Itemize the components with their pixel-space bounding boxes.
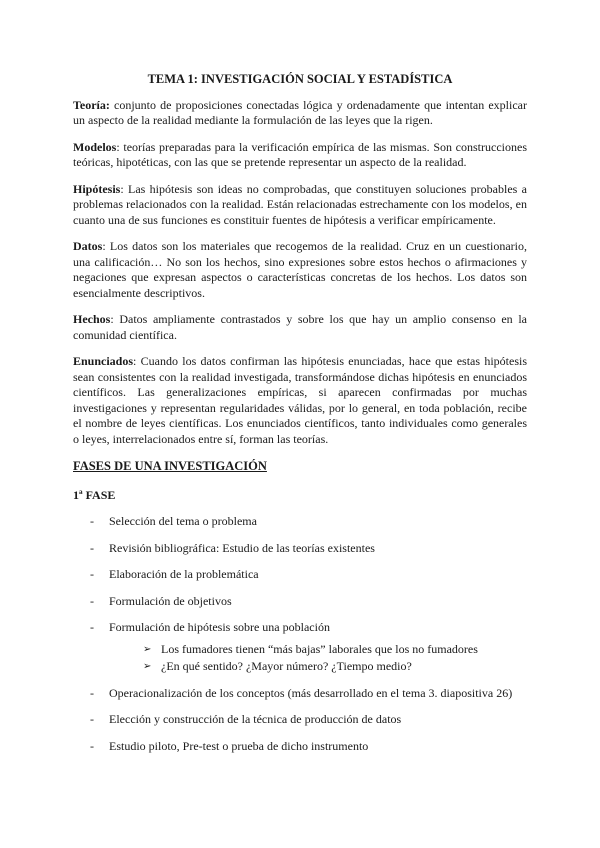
document-title: TEMA 1: INVESTIGACIÓN SOCIAL Y ESTADÍSTICA bbox=[147, 72, 453, 86]
definition-text: : Los datos son los materiales que recogemos de la realidad. Cruz en un cuestionario, una calificación… No son los hechos, sino expresiones sobre estos hechos o afirmaciones y negaciones que expresan aspectos o características concretas de los hechos. Los datos son esencialmente descriptivos. bbox=[73, 239, 527, 300]
list-item bbox=[73, 739, 527, 755]
definition-term: Datos bbox=[73, 239, 103, 253]
step-text: Selección del tema o problema bbox=[109, 514, 257, 528]
hypothesis-sublist bbox=[109, 642, 527, 675]
definition-text: conjunto de proposiciones conectadas lógica y ordenadamente que intentan explicar un aspecto de la realidad mediante la formulación de las leyes que la rigen. bbox=[73, 97, 527, 127]
list-item bbox=[73, 594, 527, 610]
definition-text: : teorías preparadas para la verificación empírica de las mismas. Son construcciones teóricas, hipotéticas, con las que se pretende representar un aspecto de la realidad. bbox=[73, 139, 527, 169]
definition-term: Hechos bbox=[73, 312, 111, 326]
definition-hipotesis bbox=[73, 182, 527, 229]
definition-text: : Cuando los datos confirman las hipótesis enunciadas, hace que estas hipótesis sean consistentes con la realidad investigada, transformándose dichas hipótesis en enunciados científicos. Las generalizaciones empíricas, si aparecen confirmadas por muchas investigaciones y representan regularidades válidas, por lo general, en toda población, recibe el nombre de leyes científicas. Los enunciados científicos, tanto individuales como generales o leyes, interrelacionados entre sí, forman las teorías. bbox=[73, 354, 527, 446]
definition-text: : Datos ampliamente contrastados y sobre los que hay un amplio consenso en la comunidad científica. bbox=[73, 312, 527, 342]
definition-term: Teoría: bbox=[73, 97, 110, 112]
arrow-bullet-icon: ➢ bbox=[143, 661, 152, 672]
sub-item-text: ¿En qué sentido? ¿Mayor número? ¿Tiempo medio? bbox=[161, 659, 412, 673]
sub-list-item bbox=[109, 642, 527, 658]
step-text: Elaboración de la problemática bbox=[109, 567, 259, 581]
dash-bullet: - bbox=[90, 712, 94, 726]
list-item bbox=[73, 686, 527, 702]
definition-term: Enunciados bbox=[73, 354, 134, 368]
definition-text: : Las hipótesis son ideas no comprobadas, que constituyen soluciones probables a problemas relacionados con la realidad. Están relacionadas estrechamente con los modelos, en cuanto una de sus funciones es constituir fuentes de hipótesis a verificar empíricamente. bbox=[73, 181, 527, 227]
phase-title: 1ª FASE bbox=[73, 487, 116, 502]
definition-term: Modelos bbox=[73, 139, 117, 154]
step-text: Revisión bibliográfica: Estudio de las teorías existentes bbox=[109, 540, 375, 555]
step-text: Formulación de hipótesis sobre una población bbox=[109, 620, 330, 634]
list-item bbox=[73, 541, 527, 557]
list-item bbox=[73, 567, 527, 583]
step-text: Formulación de objetivos bbox=[109, 593, 232, 608]
list-item bbox=[73, 712, 527, 728]
definition-modelos bbox=[73, 140, 527, 171]
list-item bbox=[73, 514, 527, 530]
list-item bbox=[73, 620, 527, 675]
dash-bullet: - bbox=[90, 738, 94, 753]
dash-bullet: - bbox=[90, 620, 94, 634]
dash-bullet: - bbox=[90, 514, 94, 528]
step-text: Operacionalización de los conceptos (más desarrollado en el tema 3. diapositiva 26) bbox=[109, 685, 513, 700]
definition-term: Hipótesis bbox=[73, 181, 121, 196]
step-text: Estudio piloto, Pre-test o prueba de dicho instrumento bbox=[109, 738, 369, 753]
dash-bullet: - bbox=[90, 685, 94, 700]
dash-bullet: - bbox=[90, 540, 94, 555]
definition-enunciados bbox=[73, 354, 527, 447]
definition-teoria bbox=[73, 98, 527, 129]
sub-list-item bbox=[109, 659, 527, 675]
definition-hechos bbox=[73, 312, 527, 343]
sub-item-text: Los fumadores tienen “más bajas” laborales que los no fumadores bbox=[161, 641, 478, 656]
section-title: FASES DE UNA INVESTIGACIÓN bbox=[73, 459, 267, 473]
arrow-bullet-icon: ➢ bbox=[143, 643, 152, 655]
phase-steps-list bbox=[73, 514, 527, 754]
definition-datos bbox=[73, 239, 527, 301]
dash-bullet: - bbox=[90, 593, 94, 608]
document-content bbox=[73, 72, 527, 765]
step-text: Elección y construcción de la técnica de producción de datos bbox=[109, 712, 402, 726]
dash-bullet: - bbox=[90, 567, 94, 581]
